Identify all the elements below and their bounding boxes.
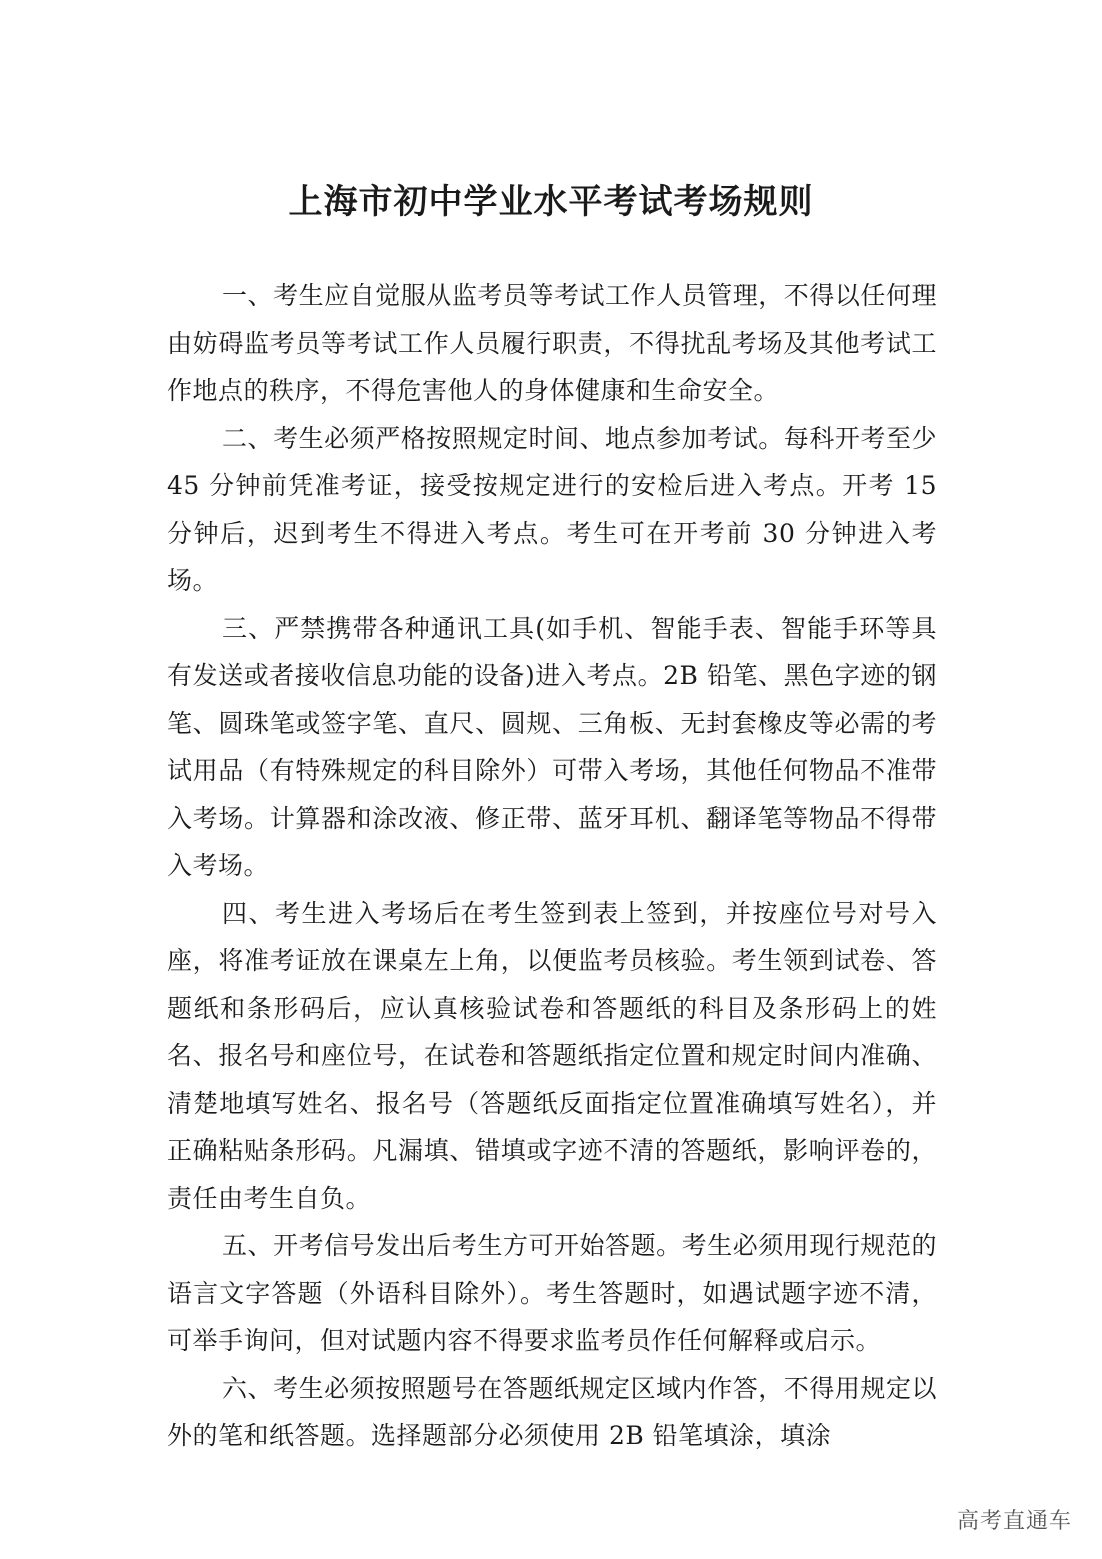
- document-body: [167, 272, 937, 1460]
- rule-paragraph-3: 三、严禁携带各种通讯工具(如手机、智能手表、智能手环等具有发送或者接收信息功能的设备)进入考点。2B 铅笔、黑色字迹的钢笔、圆珠笔或签字笔、直尺、圆规、三角板、无封套橡皮等必需的考试用品（有特殊规定的科目除外）可带入考场，其他任何物品不准带入考场。计算器和涂改液、修正带、蓝牙耳机、翻译笔等物品不得带入考场。: [167, 613, 937, 880]
- rule-paragraph-6: 六、考生必须按照题号在答题纸规定区域内作答，不得用规定以外的笔和纸答题。选择题部分必须使用 2B 铅笔填涂，填涂: [167, 1373, 937, 1450]
- watermark-text: 高考直通车: [956, 1509, 1072, 1534]
- rule-paragraph-2: 二、考生必须严格按照规定时间、地点参加考试。每科开考至少 45 分钟前凭准考证，接受按规定进行的安检后进入考点。开考 15 分钟后，迟到考生不得进入考点。考生可在开考前 30 分钟进入考场。: [167, 423, 937, 595]
- document-title: 上海市初中学业水平考试考场规则: [288, 182, 814, 222]
- rule-paragraph-4: 四、考生进入考场后在考生签到表上签到，并按座位号对号入座，将准考证放在课桌左上角，以便监考员核验。考生领到试卷、答题纸和条形码后，应认真核验试卷和答题纸的科目及条形码上的姓名、报名号和座位号，在试卷和答题纸指定位置和规定时间内准确、清楚地填写姓名、报名号（答题纸反面指定位置准确填写姓名），并正确粘贴条形码。凡漏填、错填或字迹不清的答题纸，影响评卷的，责任由考生自负。: [167, 898, 937, 1213]
- rule-paragraph-1: 一、考生应自觉服从监考员等考试工作人员管理，不得以任何理由妨碍监考员等考试工作人员履行职责，不得扰乱考场及其他考试工作地点的秩序，不得危害他人的身体健康和生命安全。: [167, 281, 937, 405]
- rule-paragraph-5: 五、开考信号发出后考生方可开始答题。考生必须用现行规范的语言文字答题（外语科目除外）。考生答题时，如遇试题字迹不清，可举手询问，但对试题内容不得要求监考员作任何解释或启示。: [167, 1231, 937, 1355]
